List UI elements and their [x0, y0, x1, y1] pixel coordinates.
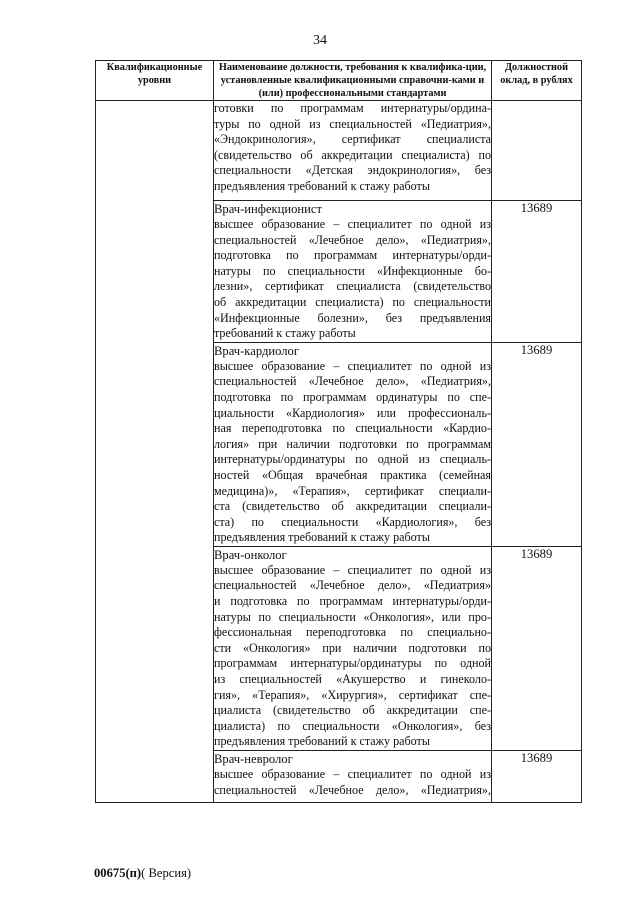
requirements-line: ста (свидетельство об аккредитации специали-: [214, 499, 491, 514]
requirements-line: программам интернатуры/ординатуры по одной: [214, 656, 491, 671]
qualification-level-cell: [96, 101, 214, 803]
position-title: Врач-инфекционист: [214, 202, 323, 216]
requirements-line: лезни», сертификат специалиста (свидетельство: [214, 279, 491, 294]
position-title: Врач-кардиолог: [214, 343, 299, 358]
requirements-line: готовки по программам интернатуры/ордина-: [214, 101, 491, 115]
requirements-line: циалиста (свидетельство об аккредитации спе-: [214, 703, 491, 718]
requirements-line: сти «Онкология» при наличии подготовки по: [214, 640, 491, 655]
requirements-line: ста) по специальности «Кардиология», без: [214, 514, 491, 529]
salary-cell: [492, 101, 582, 201]
requirements-line: об аккредитации специалиста) по специальности: [214, 294, 491, 309]
qualification-table: [95, 60, 582, 803]
salary-cell: 13689: [492, 201, 582, 343]
requirements-line: высшее образование – специалитет по одной из: [214, 217, 491, 231]
table-row: [96, 101, 582, 201]
requirements-line: циалиста) по специальности «Онкология», без: [214, 718, 491, 733]
requirements-line: медицина)», «Терапия», сертификат специали-: [214, 483, 491, 498]
requirements-line: требований к стажу работы: [214, 326, 356, 341]
requirements-line: высшее образование – специалитет по одной из: [214, 767, 491, 781]
page-number: 34: [313, 33, 327, 48]
document-code: 00675(п): [94, 866, 142, 880]
requirements-line: и подготовка по программам интернатуры/орди-: [214, 594, 491, 609]
requirements-line: туры по одной из специальностей «Педиатрия»,: [214, 116, 491, 131]
requirements-line: из специальностей «Акушерство и гинеколо-: [214, 672, 491, 687]
requirements-line: специальностей «Лечебное дело», «Педиатрия»,: [214, 232, 491, 247]
salary-cell: 13689: [492, 342, 582, 546]
requirements-line: ная переподготовка по специальности «Кардио-: [214, 421, 491, 436]
requirements-line: предъявления требований к стажу работы: [214, 178, 430, 193]
position-title: Врач-онколог: [214, 547, 287, 562]
requirements-cell: [214, 546, 492, 750]
requirements-line: специальности «Детская эндокринология», без: [214, 163, 491, 178]
requirements-line: «Инфекционные болезни», без предъявления: [214, 310, 491, 325]
requirements-line: интернатуры/ординатуры по одной из специаль-: [214, 452, 491, 467]
requirements-line: подготовка по программам интернатуры/орди-: [214, 248, 491, 263]
requirements-cell: [214, 101, 492, 201]
requirements-line: специальностей «Лечебное дело», «Педиатрия»,: [214, 782, 491, 797]
requirements-line: подготовка по программам ординатуры по спе-: [214, 389, 491, 404]
document-footer: [94, 866, 191, 881]
requirements-line: натуры по специальности «Онкология», или про-: [214, 609, 491, 624]
requirements-line: предъявления требований к стажу работы: [214, 530, 430, 545]
requirements-line: логия» при наличии подготовки по программам: [214, 436, 491, 451]
requirements-line: фессиональная переподготовка по специально-: [214, 625, 491, 640]
requirements-line: специальностей «Лечебное дело», «Педиатрия»,: [214, 374, 491, 389]
requirements-line: (свидетельство об аккредитации специалиста) по: [214, 147, 491, 162]
header-salary: Должностной оклад, в рублях: [492, 61, 582, 101]
salary-cell: 13689: [492, 751, 582, 803]
header-qualification-levels: Квалификационные уровни: [96, 61, 214, 101]
salary-cell: 13689: [492, 546, 582, 750]
requirements-line: предъявления требований к стажу работы: [214, 734, 430, 749]
position-title: Врач-невролог: [214, 752, 293, 766]
requirements-line: «Эндокринология», сертификат специалиста: [214, 132, 491, 147]
requirements-cell: [214, 751, 492, 803]
table-header-row: [96, 61, 582, 101]
requirements-line: специальностей «Лечебное дело», «Педиатрия»: [214, 578, 491, 593]
requirements-line: ностей «Общая врачебная практика (семейная: [214, 467, 491, 482]
requirements-line: гия», «Терапия», «Хирургия», сертификат спе-: [214, 687, 491, 702]
requirements-line: натуры по специальности «Инфекционные бо-: [214, 263, 491, 278]
document-version: ( Версия): [141, 866, 192, 880]
requirements-cell: [214, 201, 492, 343]
requirements-line: высшее образование – специалитет по одной из: [214, 358, 491, 373]
requirements-line: высшее образование – специалитет по одной из: [214, 562, 491, 577]
requirements-line: циальности «Кардиология» или профессиональ-: [214, 405, 491, 420]
header-position-requirements: Наименование должности, требования к квалифика-ции, установленные квалификационными справочни-ками и (или) профессиональными стандартами: [214, 61, 492, 101]
requirements-cell: [214, 342, 492, 546]
